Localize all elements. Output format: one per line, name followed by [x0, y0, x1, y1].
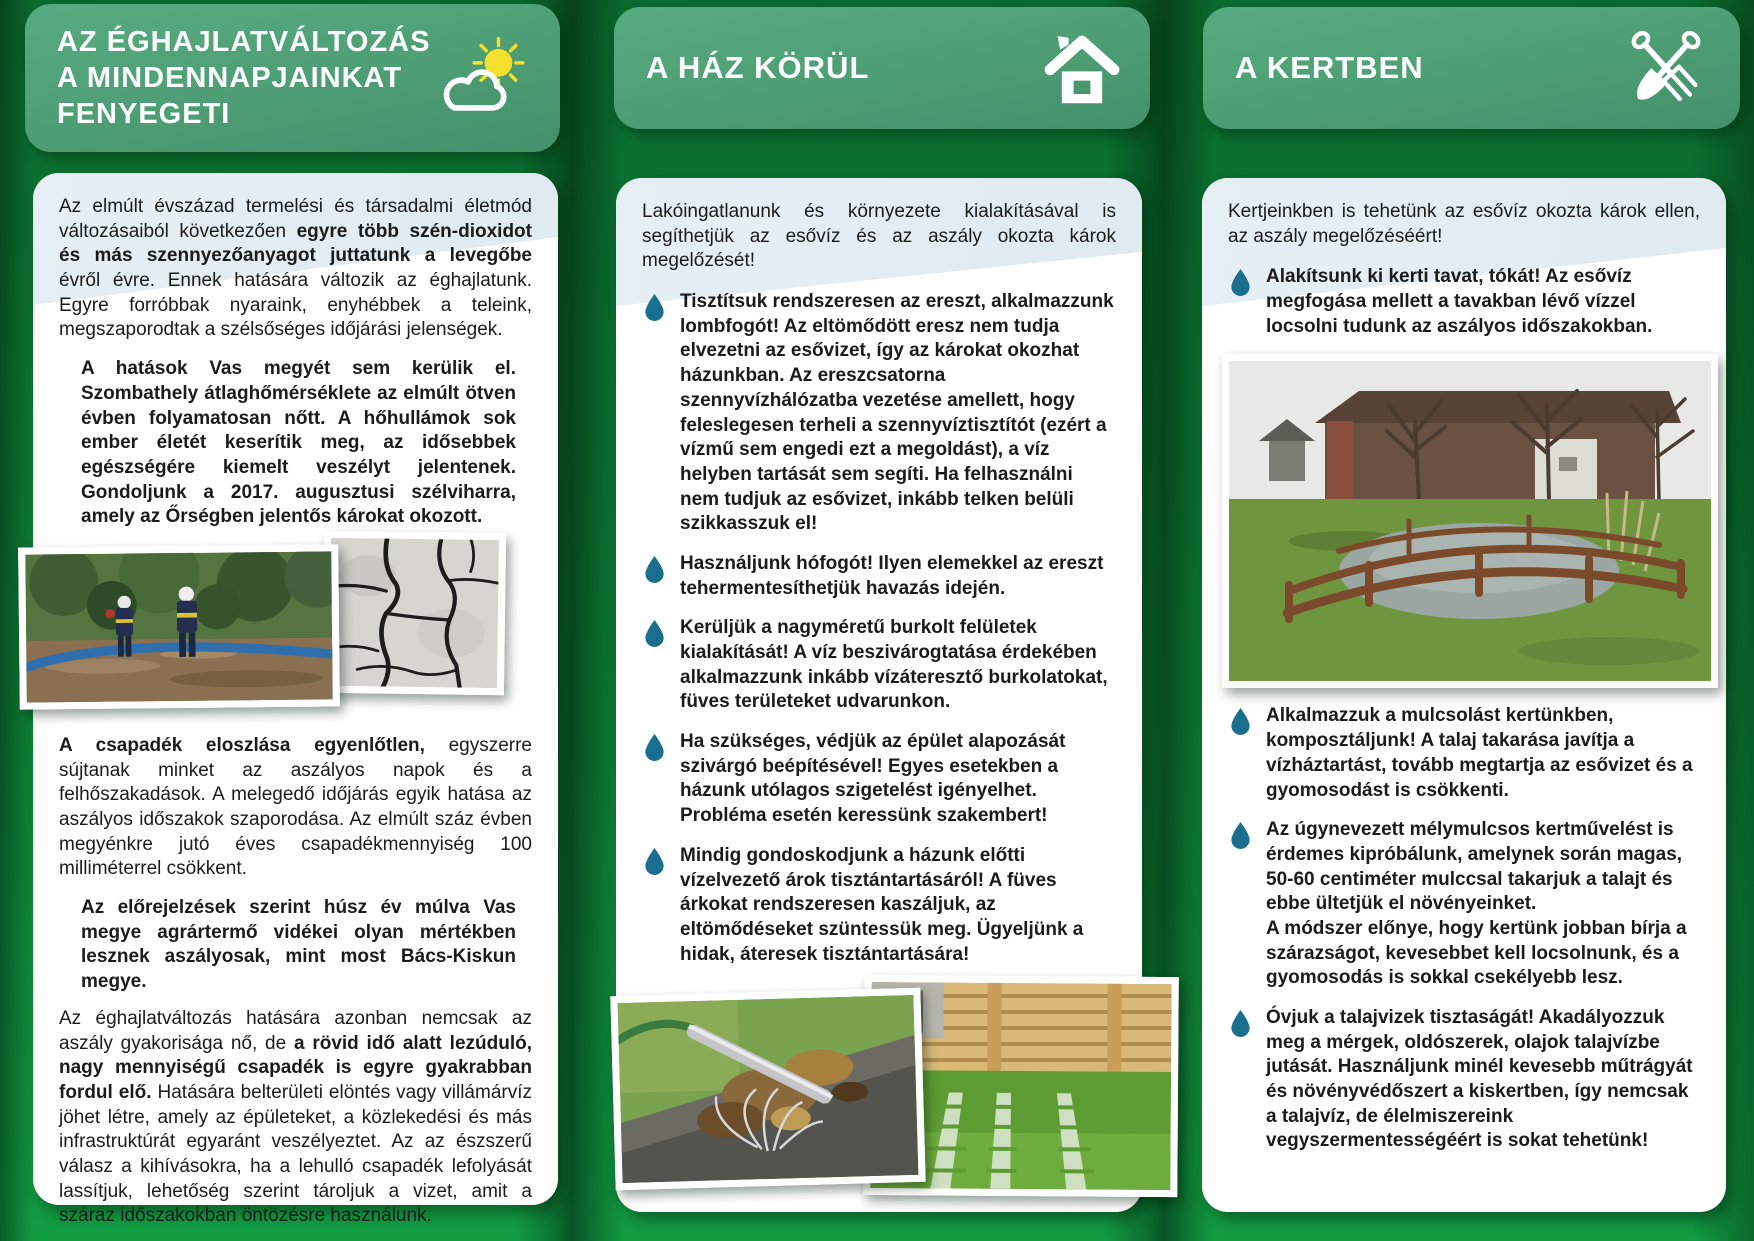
bullet-text: Alakítsunk ki kerti tavat, tókát! Az esővíz megfogása mellett a tavakban lévő vízzel locsolni tudunk az aszályos időszakokban. [1266, 266, 1653, 337]
title-line: A MINDENNAPJAINKAT [57, 61, 403, 94]
intro-paragraph: Kertjeinkben is tehetünk az esővíz okozta károk ellen, az aszály megelőzéséért! [1228, 201, 1700, 247]
climate-panel [33, 173, 558, 1227]
page-title [25, 24, 430, 133]
list-item [642, 552, 1116, 601]
bullet-text: Óvjuk a talajvizek tisztaságát! Akadályozzuk meg a mérgek, oldószerek, olajok talajvízbe jutását. Használjunk minél kevesebb műtrágyát és növényvédőszert a kiskertben, így nemcsak a talajvíz, de élelmiszereink vegyszermentességéért is sokat tehetünk! [1266, 1007, 1693, 1152]
column-2-header [614, 7, 1150, 129]
intro-paragraph: Lakóingatlanunk és környezete kialakításával is segíthetjük az esővíz és az aszály okozta károk megelőzését! [642, 201, 1116, 272]
bullet-text: Kerüljük a nagyméretű burkolt felületek kialakítását! A víz beszivárogtatása érdekében alkalmazzunk inkább vízáteresztő burkolatokat, füves területeket udvarunkon. [680, 617, 1108, 713]
photo-row [642, 982, 1116, 1197]
water-drop-icon [1228, 267, 1253, 298]
highlight-paragraph: Az előrejelzések szerint húsz év múlva Vas megye agrártermő vidékei olyan mértékben lesznek aszályosak, mint most Bács-Kiskun megye. [81, 897, 516, 993]
text-run: Hatására belterületi elöntés vagy villámárvíz jöhet létre, amely az épületeket, a közlekedési és más infrastruktúrát egyaránt veszélyeztet. Az az észszerű válasz a kihívásokra, ha a lehulló csapadék lefolyását lassítjuk, lehetőség szerint tároljuk a vizet, amit a száraz időszakokban öntözésre használunk. [59, 1081, 532, 1227]
section-title-house: A HÁZ KÖRÜL [646, 50, 870, 85]
garden-tools-icon [1618, 20, 1714, 116]
title-line: FENYEGETI [57, 98, 231, 131]
paragraph [59, 1007, 532, 1229]
water-drop-icon [642, 732, 667, 763]
house-icon [1040, 27, 1124, 109]
bullet-text: Alkalmazzuk a mulcsolást kertünkben, komposztáljunk! A talaj takarása javítja a vízháztartást, tovább megtartja az esővizet és a gyomosodást is csökkenti. [1266, 705, 1693, 801]
sun-cloud-icon [430, 35, 534, 121]
list-item [642, 844, 1116, 967]
water-drop-icon [1228, 1008, 1253, 1039]
bullet-text [1266, 818, 1700, 991]
column-3-header [1203, 7, 1740, 129]
text-run: egyszerre sújtanak minket az aszályos napok és a felhőszakadások. A melegedő időjárás egyik hatása az aszályos időszakok szaporodása. Az elmúlt száz évben megyénkre jutó éves csapadékmennyiség 100 milliméterrel csökkent. [59, 734, 532, 880]
list-item [1228, 818, 1700, 991]
bullet-text: Ha szükséges, védjük az épület alapozását szivárgó beépítésével! Egyes esetekben a házunk utólagos szigetelést igényelhet. Probléma esetén keressünk szakembert! [680, 731, 1066, 827]
water-drop-icon [642, 292, 667, 323]
water-drop-icon [642, 554, 667, 585]
list-item [642, 290, 1116, 537]
water-drop-icon [1228, 820, 1253, 851]
bullet-text: Használjunk hófogót! Ilyen elemekkel az ereszt tehermentesíthetjük havazás idején. [680, 552, 1104, 599]
paragraph [59, 734, 532, 882]
flood-firefighters-photo [18, 544, 340, 709]
text-run-bold: egyre több szén-dioxidot és más szennyezőanyagot juttatunk a levegőbe [59, 220, 532, 267]
list-item [1228, 704, 1700, 803]
water-drop-icon [642, 618, 667, 649]
water-drop-icon [642, 846, 667, 877]
bullet-text: Mindig gondoskodjunk a házunk előtti vízelvezető árok tisztántartásáról! A füves árkokat rendszeresen kaszáljuk, az eltömődéseket szüntessük meg. Ügyeljünk a hidak, áteresek tisztántartására! [680, 844, 1084, 965]
text-run: Az éghajlatváltozás hatására azonban nemcsak az aszály gyakorisága nő, de [59, 1007, 532, 1054]
water-drop-icon [1228, 706, 1253, 737]
list-item [642, 616, 1116, 715]
highlight-paragraph: A hatások Vas megyét sem kerülik el. Szombathely átlaghőmérséklete az elmúlt ötven évben folyamatosan nőtt. A hőhullámok sok ember életét keserítik meg, az idősebbek egészségére kiemelt veszélyt jelentenek. Gondoljunk a 2017. augusztusi szélviharra, amely az Őrségben jelentős károkat okozott. [81, 358, 516, 528]
list-item [642, 730, 1116, 829]
bullet-text: Tisztítsuk rendszeresen az ereszt, alkalmazzunk lombfogót! Az eltömődött eresz nem tudja elvezetni az esővizet, így az károkat okozhat házunkban. Az ereszcsatorna szennyvízhálózatba vezetése amellett, hogy feleslegesen terheli a szennyvíztisztítót (ezért a vízmű sem engedi ezt a megoldást), a víz helyben tartását sem segíti. Ha felhasználni nem tudjuk az esővizet, inkább telken belüli szikkasszuk el! [680, 291, 1114, 535]
list-item [1228, 265, 1700, 339]
column-1-header [25, 4, 560, 152]
photo-row [59, 542, 532, 724]
paragraph [59, 195, 532, 343]
bullet-text-line: Az úgynevezett mélymulcsos kertművelést is érdemes kipróbálunk, amelynek során magas, 50-60 centiméter mulccsal takarjuk a talajt és ebbe ültetjük el növényeinket. [1266, 819, 1683, 915]
text-run: évről évre. Ennek hatására változik az éghajlatunk. Egyre forróbbak nyaraink, enyhébbek a teleink, megszaporodtak a szélsőséges időjárási jelenségek. [59, 270, 532, 341]
text-run-bold: a rövid idő alatt lezúduló, nagy mennyiségű csapadék is egyre gyakrabban fordul elő. [59, 1032, 532, 1103]
text-run: Az elmúlt évszázad termelési és társadalmi életmód változásaiból következően [59, 196, 532, 242]
garden-pond-photo [1222, 354, 1718, 688]
garden-panel [1202, 178, 1726, 1212]
text-run-bold: A csapadék eloszlása egyenlőtlen, [59, 734, 425, 756]
cracked-dry-soil-photo [322, 531, 506, 696]
bullet-text-line: A módszer előnye, hogy kertünk jobban bírja a szárazságot, kevesebbet kell locsolnunk, és a gyomosodás is sokkal csekélyebb lesz. [1266, 917, 1687, 989]
section-title-garden: A KERTBEN [1235, 50, 1424, 85]
clogged-gutter-photo [610, 988, 925, 1191]
house-panel [616, 178, 1142, 1212]
title-line: AZ ÉGHAJLATVÁLTOZÁS [57, 25, 431, 58]
list-item [1228, 1006, 1700, 1154]
